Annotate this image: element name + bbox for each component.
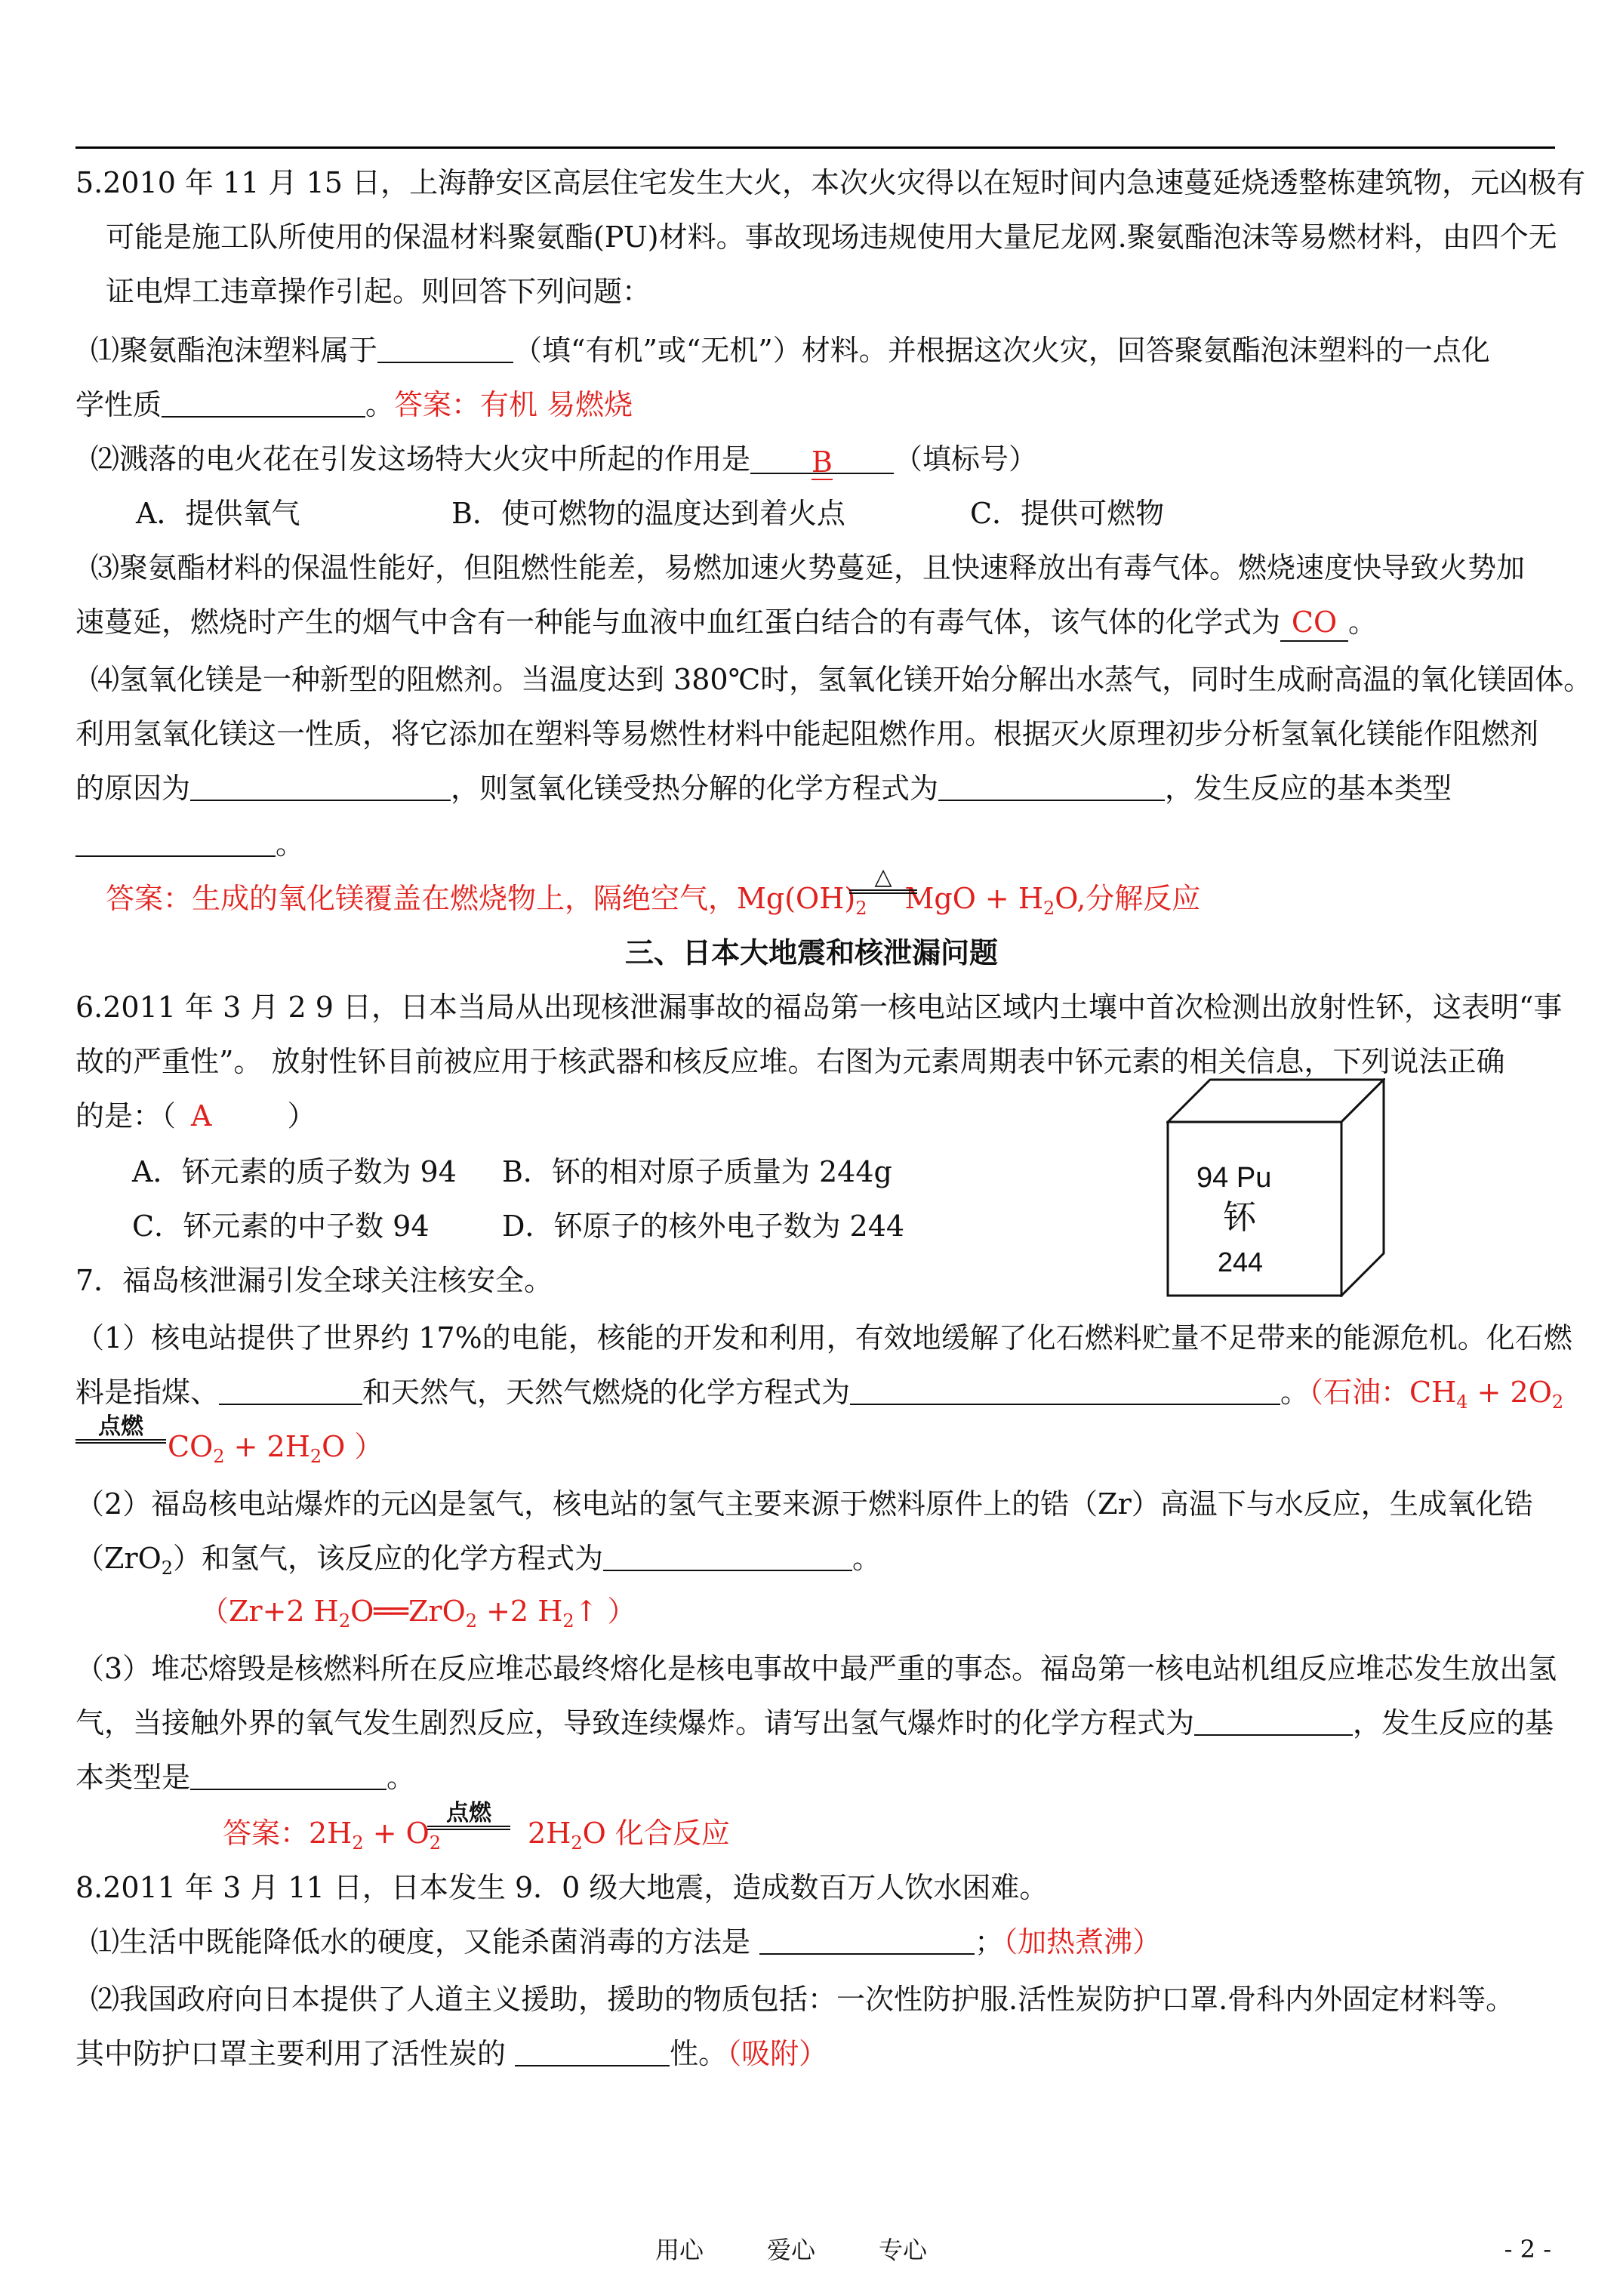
- q7-stem: 7．福岛核泄漏引发全球关注核安全。: [75, 1264, 553, 1297]
- q7-part2-line1: （2）福岛核电站爆炸的元凶是氢气，核电站的氢气主要来源于燃料原件上的锆（Zr）高温下与水反应，生成氧化锆: [75, 1487, 1533, 1521]
- q6-stem-line1: 6.2011 年 3 月 2 9 日，日本当局从出现核泄漏事故的福岛第一核电站区域内土壤中首次检测出放射性钚，这表明“事: [75, 991, 1563, 1024]
- q8-part2-answer: （吸附）: [727, 2037, 828, 2070]
- q8-part2-text: 其中防护口罩主要利用了活性炭的: [75, 2037, 516, 2070]
- q5-part2-text-2: （填标号）: [894, 442, 1038, 476]
- heating-condition-symbol: △: [849, 865, 917, 894]
- answer-blank[interactable]: [1280, 604, 1348, 642]
- punct: ）: [287, 1099, 316, 1133]
- q7-part3-answer-4: O 化合反应: [582, 1817, 730, 1850]
- q7-part2-answer-2: O══ZrO: [350, 1595, 466, 1628]
- q8-part2-text-2: 性。: [670, 2037, 728, 2070]
- footer-word-2: 爱心: [767, 2236, 816, 2264]
- q5-part1-line2: [75, 387, 633, 423]
- q7-part1-answer-4: + 2H: [224, 1430, 310, 1463]
- q7-part1-text: 料是指煤、: [75, 1376, 220, 1409]
- q6-text: 的是：（: [75, 1099, 177, 1133]
- subscript: 2: [465, 1610, 478, 1632]
- q8-stem: 8.2011 年 3 月 11 日，日本发生 9．0 级大地震，造成数百万人饮水困难。: [75, 1871, 1049, 1904]
- q7-part1-answer-line2: [168, 1428, 383, 1465]
- q5-part4-line1: ⑷氢氧化镁是一种新型的阻燃剂。当温度达到 380℃时，氢氧化镁开始分解出水蒸气，同时生成耐高温的氧化镁固体。: [91, 663, 1593, 696]
- punct: 。: [276, 827, 305, 861]
- q5-part3-line2: [75, 604, 1377, 642]
- subscript: 4: [1456, 1391, 1468, 1413]
- q7-part1-answer-5: O ）: [322, 1430, 383, 1463]
- punct: 。: [852, 1542, 882, 1575]
- subscript: 2: [429, 1832, 442, 1854]
- answer-blank[interactable]: [750, 444, 894, 479]
- subscript: 2: [571, 1832, 583, 1854]
- q7-part1-text-2: 和天然气，天然气燃烧的化学方程式为: [362, 1376, 851, 1409]
- q5-part4-line4: [75, 826, 304, 862]
- q7-part1-answer: （石油：CH: [1309, 1376, 1457, 1409]
- subscript: 2: [1551, 1391, 1564, 1413]
- q7-part1-answer-2: + 2O: [1467, 1376, 1552, 1409]
- subscript: 2: [161, 1558, 174, 1579]
- q5-part1-answer: 答案：有机 易燃烧: [394, 388, 633, 421]
- q8-part1-text: ⑴生活中既能降低水的硬度，又能杀菌消毒的方法是: [91, 1925, 760, 1959]
- answer-blank[interactable]: [515, 2036, 670, 2066]
- answer-blank[interactable]: [190, 1760, 387, 1790]
- q6-option-b: B．钚的相对原子质量为 244g: [502, 1155, 892, 1188]
- subscript: 2: [213, 1446, 225, 1467]
- q5-option-c: C．提供可燃物: [970, 497, 1165, 530]
- page-number: - 2 -: [1504, 2235, 1551, 2264]
- q7-part3-line2: [75, 1705, 1554, 1741]
- q5-part3-line1: ⑶聚氨酯材料的保温性能好，但阻燃性能差，易燃加速火势蔓延，且快速释放出有毒气体。燃烧速度快导致火势加: [91, 551, 1526, 584]
- element-symbol: Pu: [1236, 1162, 1272, 1194]
- q7-part3-line3: [75, 1759, 415, 1795]
- q7-part3-text: 气，当接触外界的氧气发生剧烈反应，导致连续爆炸。请写出氢气爆炸时的化学方程式为: [75, 1706, 1195, 1740]
- q6-stem-line3: [75, 1098, 316, 1134]
- q7-part1-answer-3: CO: [168, 1430, 214, 1463]
- q7-part2-answer-1: （Zr+2 H: [200, 1595, 339, 1628]
- q5-part2-answer: B: [812, 445, 833, 479]
- q5-part3-text: 速蔓延，燃烧时产生的烟气中含有一种能与血液中血红蛋白结合的有毒气体，该气体的化学式为: [75, 606, 1281, 639]
- subscript: 2: [562, 1610, 574, 1632]
- q7-part3-line1: （3）堆芯熔毁是核燃料所在反应堆芯最终熔化是核电事故中最严重的事态。福岛第一核电站机组反应堆芯发生放出氢: [75, 1652, 1557, 1685]
- subscript: 2: [338, 1610, 351, 1632]
- q5-answer-text-3: O,分解反应: [1055, 882, 1201, 915]
- ignition-condition-label: 点燃: [427, 1801, 510, 1830]
- q7-part1-line1: （1）核电站提供了世界约 17%的电能，核能的开发和利用，有效地缓解了化石燃料贮量不足带来的能源危机。化石燃: [75, 1321, 1572, 1354]
- punct: ；: [975, 1925, 1004, 1959]
- element-name: 钚: [1223, 1198, 1256, 1237]
- q5-stem-line1: 5.2010 年 11 月 15 日，上海静安区高层住宅发生大火，本次火灾得以在短时间内急速蔓延烧透整栋建筑物，元凶极有: [75, 166, 1586, 199]
- subscript: 2: [855, 898, 867, 919]
- q5-part2-text: ⑵溅落的电火花在引发这场特大火灾中所起的作用是: [91, 442, 751, 476]
- answer-blank[interactable]: [1194, 1706, 1353, 1736]
- q6-option-a: A．钚元素的质子数为 94: [132, 1155, 457, 1188]
- q5-part4-text-2: ，则氢氧化镁受热分解的化学方程式为: [451, 772, 939, 805]
- q5-part1-line1: [91, 332, 1490, 368]
- footer-word-3: 专心: [879, 2236, 928, 2264]
- q6-answer: A: [191, 1099, 212, 1133]
- q5-part4-text-3: ，发生反应的基本类型: [1165, 772, 1452, 805]
- q5-stem-line3: 证电焊工违章操作引起。则回答下列问题：: [106, 275, 651, 308]
- answer-blank[interactable]: [938, 771, 1165, 801]
- answer-blank[interactable]: [75, 827, 276, 857]
- q5-option-b: B．使可燃物的温度达到着火点: [451, 497, 845, 530]
- cube-header: [1196, 1161, 1271, 1194]
- q6-option-c: C．钚元素的中子数 94: [132, 1210, 430, 1243]
- answer-blank[interactable]: [377, 333, 513, 363]
- ignition-condition-label: 点燃: [75, 1415, 166, 1444]
- q5-answer-text: 答案：生成的氧化镁覆盖在燃烧物上，隔绝空气，Mg(OH): [106, 882, 856, 915]
- q6-stem-line2: 故的严重性”。 放射性钚目前被应用于核武器和核反应堆。右图为元素周期表中钚元素的相关信息，下列说法正确: [75, 1045, 1505, 1078]
- q7-part3-text-2: ，发生反应的基: [1353, 1706, 1554, 1740]
- q5-answer-line: [106, 880, 1200, 917]
- punct: 。: [387, 1761, 416, 1794]
- q7-part1-line2: [75, 1374, 1564, 1413]
- q5-part3-answer: CO: [1291, 606, 1338, 639]
- q7-part2-text: （ZrO: [75, 1542, 162, 1575]
- q5-part2-line: [91, 441, 1037, 477]
- subscript: 2: [310, 1446, 322, 1467]
- q7-part3-answer-3: 2H: [528, 1817, 571, 1850]
- subscript: 2: [1043, 898, 1055, 919]
- q5-answer-text-2: MgO + H: [904, 882, 1043, 915]
- answer-blank[interactable]: [219, 1375, 362, 1405]
- header-rule: [75, 146, 1555, 149]
- periodic-element-cube: [1166, 1078, 1385, 1297]
- q7-part2-answer: [200, 1593, 636, 1632]
- q8-part1-answer: （加热煮沸）: [1003, 1925, 1162, 1959]
- punct: 。: [1348, 606, 1378, 639]
- punct: 。: [365, 388, 395, 421]
- section-heading: 三、日本大地震和核泄漏问题: [624, 935, 998, 969]
- answer-blank[interactable]: [759, 1925, 975, 1955]
- answer-blank[interactable]: [603, 1541, 852, 1571]
- q7-part3-answer-2: + O: [363, 1817, 430, 1850]
- q5-part4-line2: 利用氢氧化镁这一性质，将它添加在塑料等易燃性材料中能起阻燃作用。根据灭火原理初步分析氢氧化镁能作阻燃剂: [75, 717, 1539, 750]
- q5-part1-text-2: （填“有机”或“无机”）材料。并根据这次火灾，回答聚氨酯泡沫塑料的一点化: [513, 334, 1490, 367]
- q7-part2-answer-4: ↑ ）: [574, 1595, 636, 1628]
- punct: 。: [1280, 1376, 1310, 1409]
- answer-blank[interactable]: [162, 387, 365, 418]
- answer-blank[interactable]: [850, 1375, 1280, 1405]
- q5-part1-text: ⑴聚氨酯泡沫塑料属于: [91, 334, 378, 367]
- q5-option-a: A．提供氧气: [136, 497, 300, 530]
- atomic-mass: 244: [1218, 1247, 1264, 1277]
- q8-part1-line: [91, 1924, 1161, 1960]
- footer-word-1: 用心: [655, 2236, 704, 2264]
- q5-stem-line2: 可能是施工队所使用的保温材料聚氨酯(PU)材料。事故现场违规使用大量尼龙网.聚氨酯泡沫等易燃材料，由四个无: [106, 220, 1557, 254]
- answer-blank[interactable]: [190, 771, 451, 801]
- q6-option-d: D．钚原子的核外电子数为 244: [502, 1210, 905, 1243]
- q7-part3-answer-1: 答案：2H: [223, 1817, 353, 1850]
- q5-part4-text: 的原因为: [75, 772, 191, 805]
- q7-part3-text-3: 本类型是: [75, 1761, 191, 1794]
- q8-part2-line2: [75, 2036, 827, 2072]
- q5-part4-line3: [75, 770, 1452, 806]
- subscript: 2: [352, 1832, 364, 1854]
- q7-part2-answer-3: +2 H: [477, 1595, 563, 1628]
- q8-part2-line1: ⑵我国政府向日本提供了人道主义援助，援助的物质包括：一次性防护服.活性炭防护口罩.骨科内外固定材料等。: [91, 1983, 1515, 2016]
- q5-part1-text-3: 学性质: [75, 388, 162, 421]
- q7-part2-line2: [75, 1540, 882, 1579]
- atomic-number: 94: [1196, 1162, 1229, 1194]
- q7-part2-text-2: ）和氢气，该反应的化学方程式为: [173, 1542, 604, 1575]
